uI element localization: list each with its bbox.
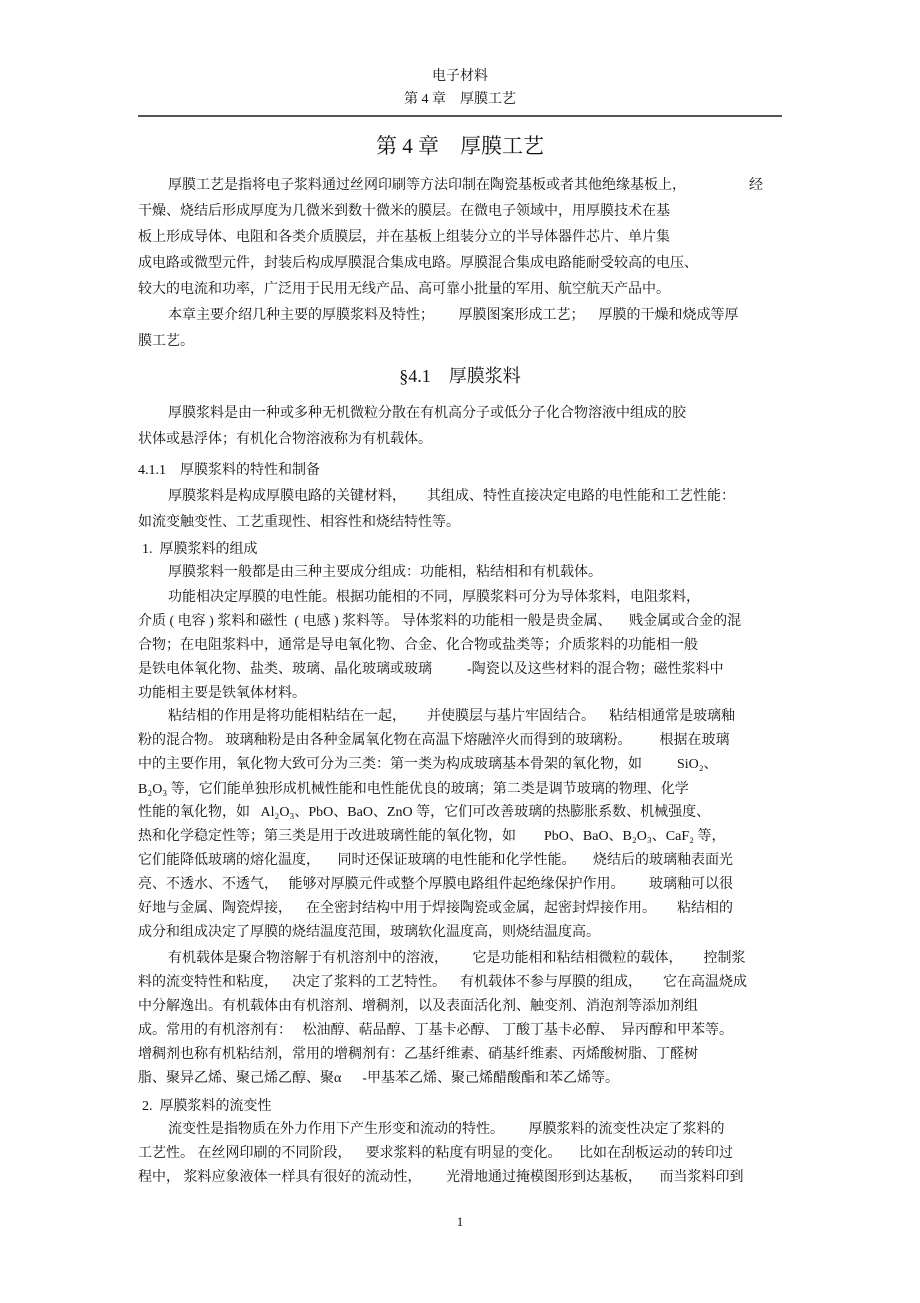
paragraph-line: 脂、聚异乙烯、聚己烯乙醇、聚α -甲基苯乙烯、聚己烯醋酸酯和苯乙烯等。	[138, 1071, 619, 1086]
running-header-chapter: 第 4 章 厚膜工艺	[404, 92, 516, 107]
running-header-book: 电子材料	[432, 69, 488, 84]
paragraph-line: 成电路或微型元件，封装后构成厚膜混合集成电路。厚膜混合集成电路能耐受较高的电压、	[138, 256, 698, 271]
paragraph-line: 工艺性。 在丝网印刷的不同阶段， 要求浆料的粘度有明显的变化。 比如在刮板运动的转印过	[138, 1146, 733, 1161]
paragraph-line: 粘结相的作用是将功能相粘结在一起， 并使膜层与基片牢固结合。 粘结相通常是玻璃釉	[168, 709, 735, 724]
paragraph-line: 厚膜浆料是构成厚膜电路的关键材料， 其组成、特性直接决定电路的电性能和工艺性能：	[168, 489, 735, 504]
paragraph-line: 增稠剂也称有机粘结剂，常用的增稠剂有：乙基纤维素、硝基纤维素、丙烯酸树脂、丁醛树	[138, 1047, 698, 1062]
page-number: 1	[456, 1214, 464, 1229]
paragraph-line: 干燥、烧结后形成厚度为几微米到数十微米的膜层。在微电子领域中，用厚膜技术在基	[138, 204, 670, 219]
paragraph-line: 如流变触变性、工艺重现性、相容性和烧结特性等。	[138, 515, 460, 530]
paragraph-line: 厚膜浆料一般都是由三种主要成分组成：功能相，粘结相和有机载体。	[168, 565, 602, 580]
paragraph-line: 成。常用的有机溶剂有： 松油醇、萜品醇、丁基卡必醇、 丁酸丁基卡必醇、 异丙醇和甲苯等。	[138, 1023, 733, 1038]
paragraph-line: 它们能降低玻璃的熔化温度， 同时还保证玻璃的电性能和化学性能。 烧结后的玻璃釉表面光	[138, 853, 733, 868]
paragraph-line: 较大的电流和功率，广泛用于民用无线产品、高可靠小批量的军用、航空航天产品中。	[138, 282, 670, 297]
paragraph-line: 中的主要作用，氧化物大致可分为三类：第一类为构成玻璃基本骨架的氧化物，如 SiO₂、	[138, 757, 718, 772]
paragraph-line: 有机载体是聚合物溶解于有机溶剂中的溶液， 它是功能相和粘结相微粒的载体， 控制浆	[168, 951, 746, 966]
header-rule	[138, 115, 782, 117]
paragraph-line: 厚膜工艺是指将电子浆料通过丝网印刷等方法印制在陶瓷基板或者其他绝缘基板上， 经	[168, 178, 763, 193]
paragraph-line: 是铁电体氧化物、盐类、玻璃、晶化玻璃或玻璃 -陶瓷以及这些材料的混合物；磁性浆料中	[138, 662, 724, 677]
item-heading: 1. 厚膜浆料的组成	[142, 542, 258, 557]
paragraph-line: 功能相主要是铁氧体材料。	[138, 686, 306, 701]
paragraph-line: 流变性是指物质在外力作用下产生形变和流动的特性。 厚膜浆料的流变性决定了浆料的	[168, 1122, 725, 1137]
paragraph-line: 膜工艺。	[138, 334, 194, 349]
paragraph-line: 粉的混合物。 玻璃釉粉是由各种金属氧化物在高温下熔融淬火而得到的玻璃粉。 根据在玻璃	[138, 733, 730, 748]
paragraph-line: 程中， 浆料应象液体一样具有很好的流动性， 光滑地通过掩模图形到达基板， 而当浆料印到	[138, 1170, 744, 1185]
paragraph-line: 合物；在电阻浆料中，通常是导电氧化物、合金、化合物或盐类等；介质浆料的功能相一般	[138, 638, 698, 653]
paragraph-line: 厚膜浆料是由一种或多种无机微粒分散在有机高分子或低分子化合物溶液中组成的胶	[168, 406, 686, 421]
paragraph-line: 料的流变特性和粘度， 决定了浆料的工艺特性。 有机载体不参与厚膜的组成， 它在高温烧成	[138, 975, 747, 990]
paragraph-line: 热和化学稳定性等；第三类是用于改进玻璃性能的氧化物，如 PbO、BaO、B₂O₃、CaF₂ 等，	[138, 829, 726, 844]
paragraph-line: 亮、不透水、不透气， 能够对厚膜元件或整个厚膜电路组件起绝缘保护作用。 玻璃釉可以很	[138, 877, 733, 892]
paragraph-line: B₂O₃ 等，它们能单独形成机械性能和电性能优良的玻璃；第二类是调节玻璃的物理、化学	[138, 782, 689, 797]
paragraph-line: 介质 ( 电容 ) 浆料和磁性 ( 电感 ) 浆料等。 导体浆料的功能相一般是贵金属、 贱金属或合金的混	[138, 614, 742, 629]
subsection-title: 4.1.1 厚膜浆料的特性和制备	[138, 463, 320, 478]
paragraph-line: 成分和组成决定了厚膜的烧结温度范围，玻璃软化温度高，则烧结温度高。	[138, 925, 600, 940]
section-title: §4.1 厚膜浆料	[399, 366, 521, 386]
paragraph-line: 板上形成导体、电阻和各类介质膜层，并在基板上组装分立的半导体器件芯片、单片集	[138, 230, 670, 245]
item-heading: 2. 厚膜浆料的流变性	[142, 1099, 272, 1114]
chapter-title: 第 4 章 厚膜工艺	[376, 134, 544, 158]
paragraph-line: 中分解逸出。有机载体由有机溶剂、增稠剂，以及表面活化剂、触变剂、消泡剂等添加剂组	[138, 999, 698, 1014]
paragraph-line: 状体或悬浮体；有机化合物溶液称为有机载体。	[138, 432, 432, 447]
paragraph-line: 性能的氧化物，如 Al₂O₃、PbO、BaO、ZnO 等，它们可改善玻璃的热膨胀系数、机械强度、	[138, 805, 711, 820]
paragraph-line: 本章主要介绍几种主要的厚膜浆料及特性； 厚膜图案形成工艺； 厚膜的干燥和烧成等厚	[168, 308, 739, 323]
paragraph-line: 功能相决定厚膜的电性能。根据功能相的不同，厚膜浆料可分为导体浆料，电阻浆料，	[168, 590, 700, 605]
paragraph-line: 好地与金属、陶瓷焊接， 在全密封结构中用于焊接陶瓷或金属，起密封焊接作用。 粘结相的	[138, 901, 733, 916]
